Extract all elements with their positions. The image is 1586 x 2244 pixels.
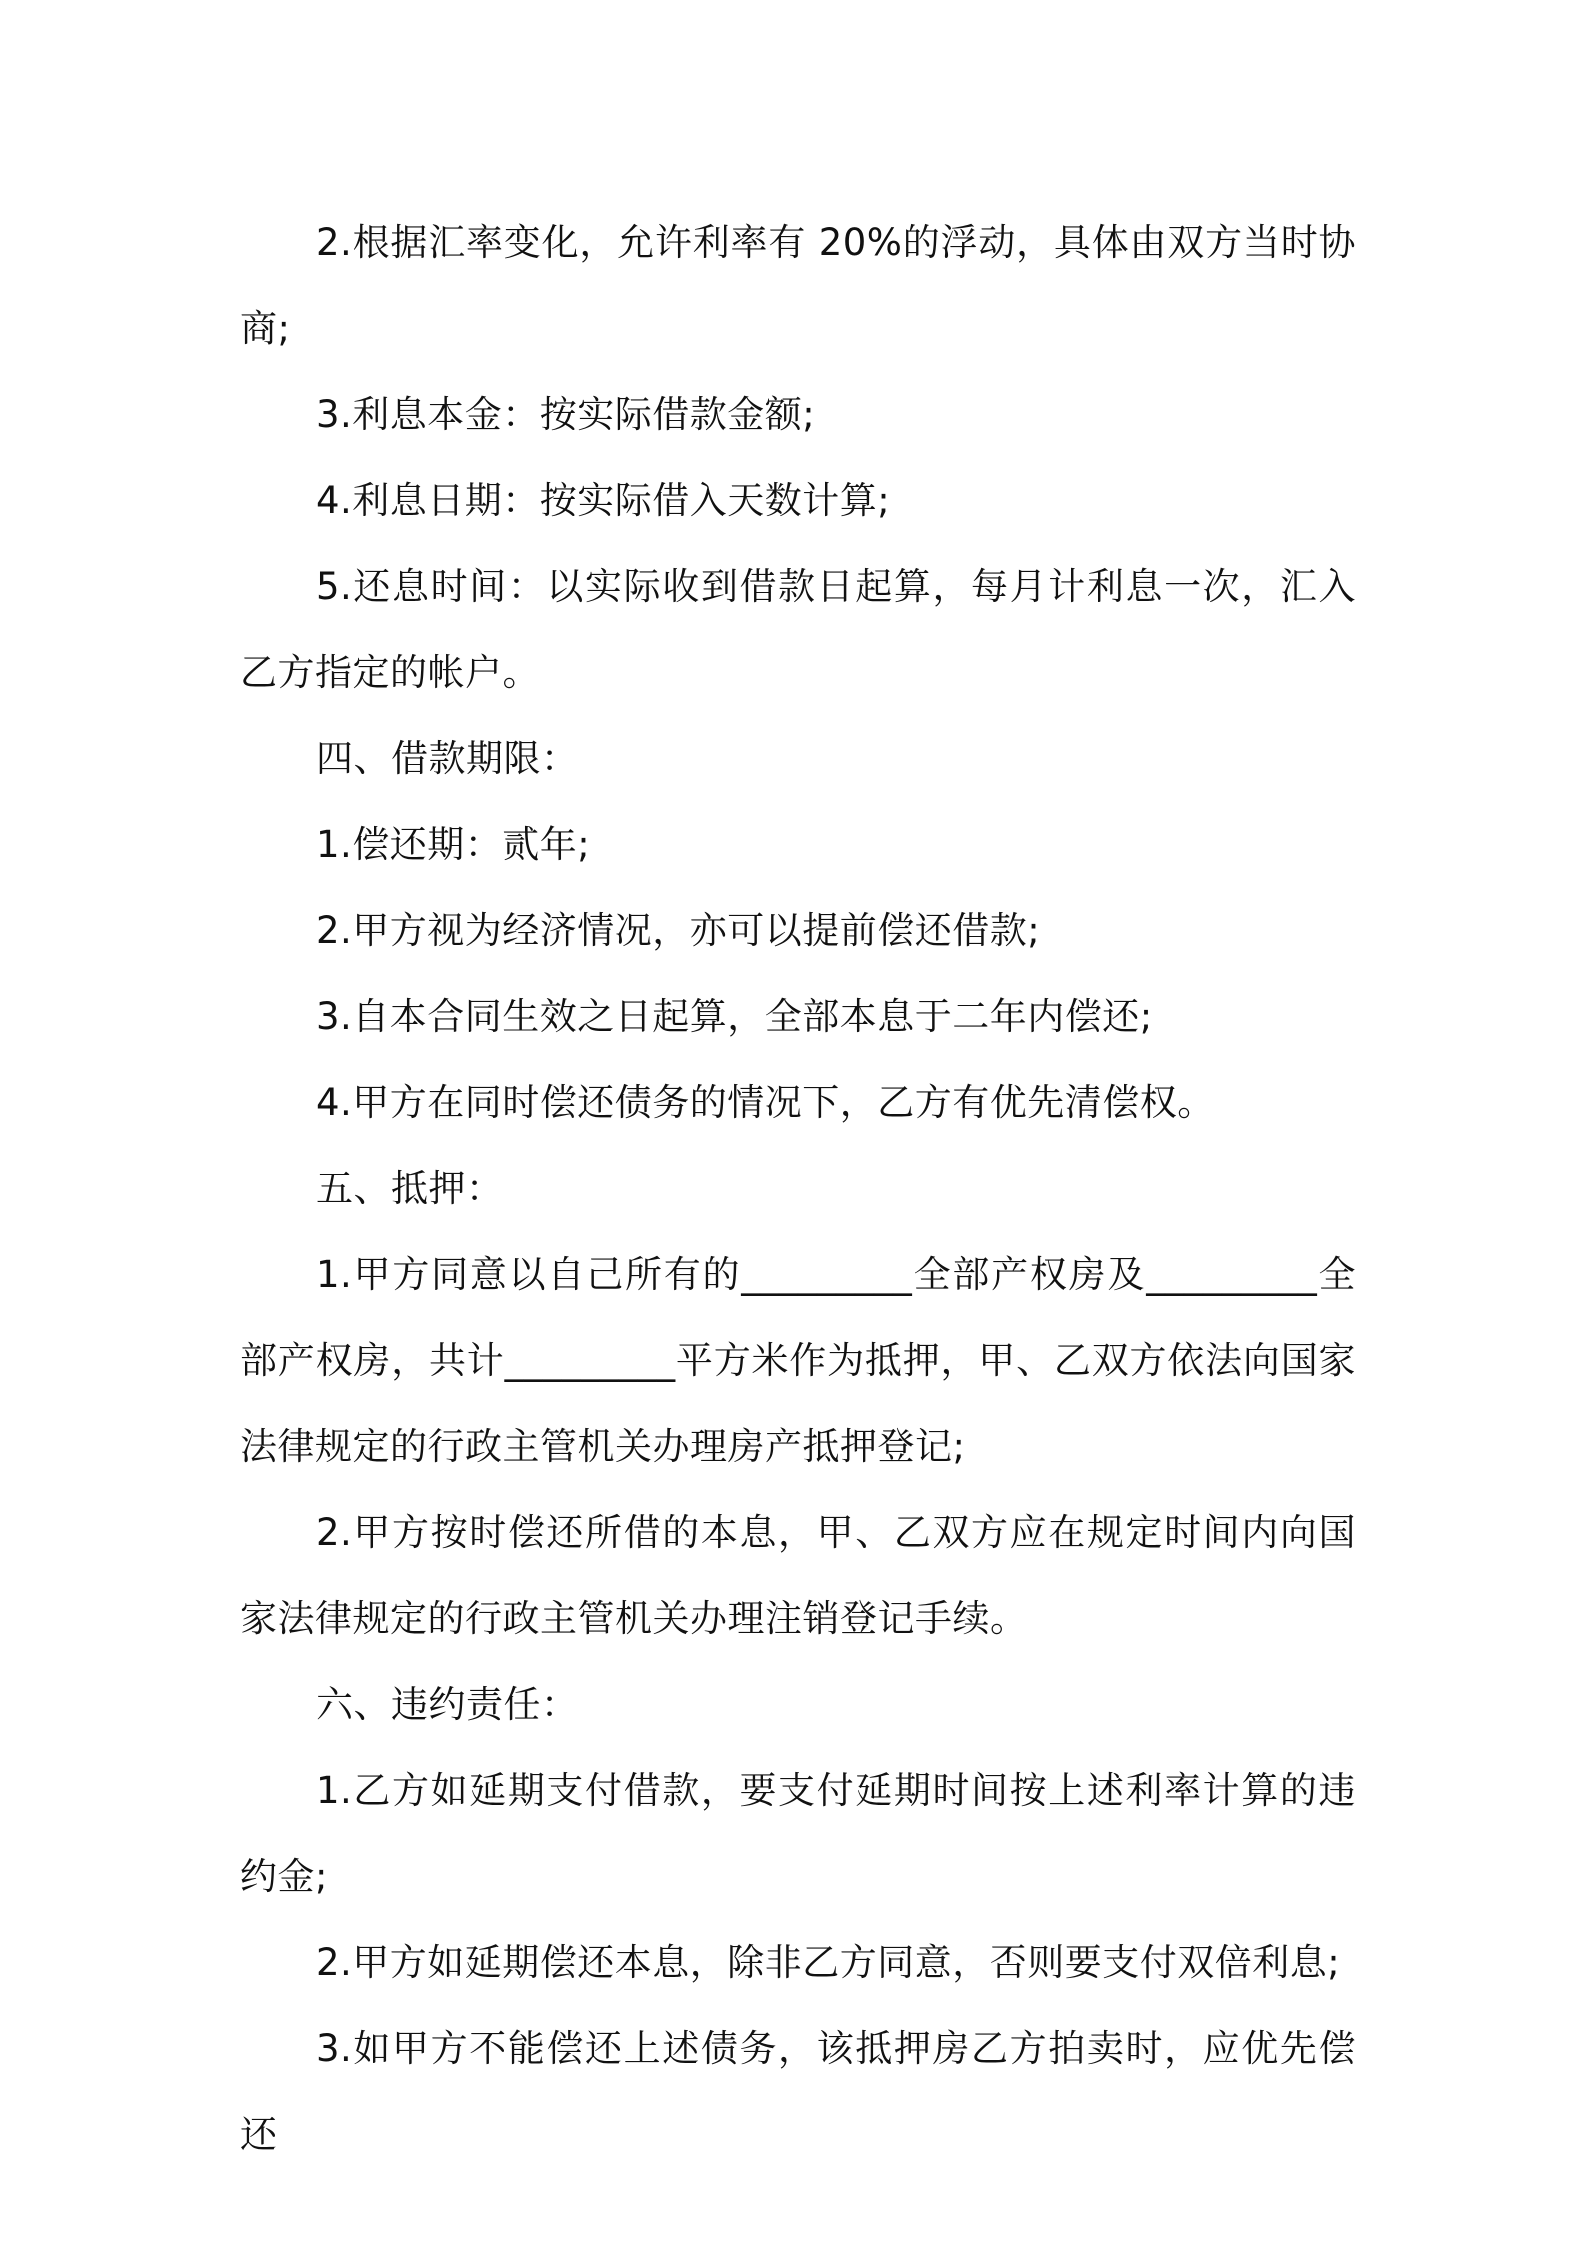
- paragraph-mortgage-cancellation: 2.甲方按时偿还所借的本息，甲、乙双方应在规定时间内向国家法律规定的行政主管机关办理注销登记手续。: [240, 1511, 1356, 1640]
- paragraph-late-repayment: 2.甲方如延期偿还本息，除非乙方同意，否则要支付双倍利息;: [316, 1941, 1341, 1984]
- paragraph-early-repayment: 2.甲方视为经济情况，亦可以提前偿还借款;: [316, 909, 1041, 952]
- paragraph-interest-payment-time: 5.还息时间：以实际收到借款日起算，每月计利息一次，汇入乙方指定的帐户。: [240, 565, 1356, 694]
- paragraph-interest-date: 4.利息日期：按实际借入天数计算;: [316, 479, 891, 522]
- paragraph-priority-right: 4.甲方在同时偿还债务的情况下，乙方有优先清偿权。: [316, 1081, 1215, 1124]
- section-heading-liability: 六、违约责任：: [316, 1683, 579, 1726]
- paragraph-late-disbursement: 1.乙方如延期支付借款，要支付延期时间按上述利率计算的违约金;: [240, 1769, 1356, 1898]
- paragraph-repayment-deadline: 3.自本合同生效之日起算，全部本息于二年内偿还;: [316, 995, 1153, 1038]
- paragraph-auction-priority: 3.如甲方不能偿还上述债务，该抵押房乙方拍卖时，应优先偿还: [240, 2027, 1356, 2156]
- section-heading-mortgage: 五、抵押：: [316, 1167, 504, 1210]
- section-heading-loan-term: 四、借款期限：: [316, 737, 579, 780]
- paragraph-interest-float: 2.根据汇率变化，允许利率有 20%的浮动，具体由双方当时协商;: [240, 221, 1356, 350]
- paragraph-mortgage-registration: 1.甲方同意以自己所有的_________全部产权房及_________全部产权房，共计_________平方米作为抵押，甲、乙双方依法向国家法律规定的行政主管机关办理房产抵押登记;: [240, 1253, 1356, 1468]
- paragraph-interest-principal: 3.利息本金：按实际借款金额;: [316, 393, 816, 436]
- paragraph-repayment-period: 1.偿还期：贰年;: [316, 823, 591, 866]
